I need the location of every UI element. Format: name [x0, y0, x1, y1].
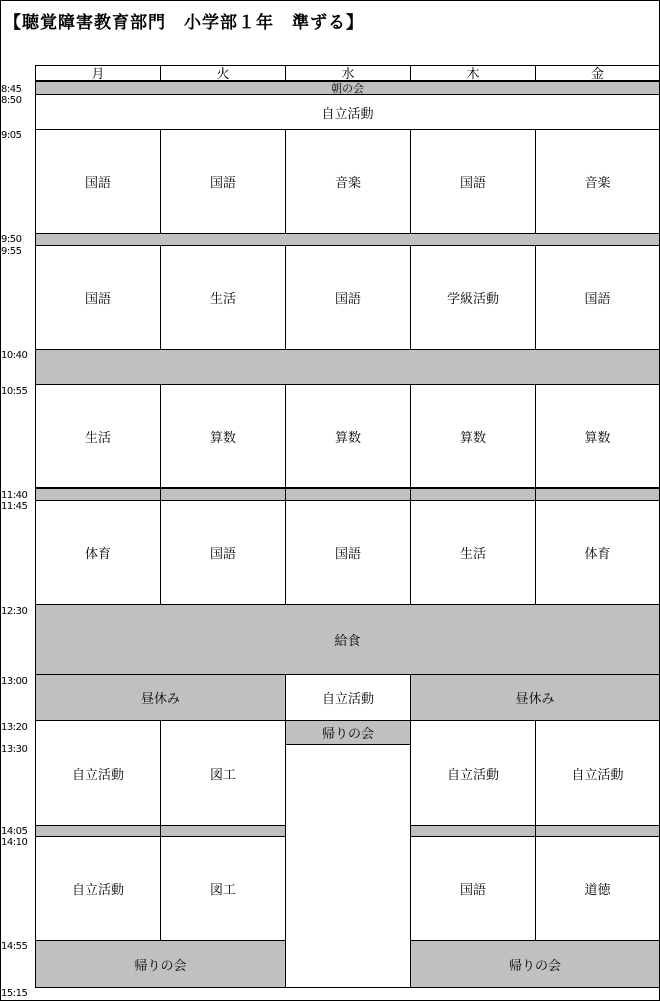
- noon-break-thu-fri: 昼休み: [410, 674, 660, 721]
- period4-tue: 国語: [160, 500, 286, 605]
- period5-fri: 自立活動: [535, 720, 660, 826]
- time-label-0905: 9:05: [1, 130, 22, 141]
- break-1040: [35, 349, 660, 385]
- period5-thu: 自立活動: [410, 720, 536, 826]
- day-header-fri: 金: [535, 65, 660, 81]
- period3-thu: 算数: [410, 384, 536, 489]
- period1-wed: 音楽: [285, 129, 411, 234]
- noon-break-mon-tue: 昼休み: [35, 674, 286, 721]
- self-activity-all: 自立活動: [35, 94, 660, 130]
- day-header-tue: 火: [160, 65, 286, 81]
- day-header-wed: 水: [285, 65, 411, 81]
- time-label-1330: 13:30: [1, 744, 28, 755]
- period1-thu: 国語: [410, 129, 536, 234]
- time-label-1230: 12:30: [1, 606, 28, 617]
- day-header-thu: 木: [410, 65, 536, 81]
- period4-thu: 生活: [410, 500, 536, 605]
- time-label-1040: 10:40: [1, 350, 28, 361]
- time-label-1145: 11:45: [1, 501, 28, 512]
- morning-meeting: 朝の会: [35, 81, 660, 95]
- period6-mon: 自立活動: [35, 836, 161, 941]
- period2-fri: 国語: [535, 245, 660, 350]
- period3-fri: 算数: [535, 384, 660, 489]
- time-label-1140: 11:40: [1, 490, 28, 501]
- time-label-0850: 8:50: [1, 95, 22, 106]
- period2-thu: 学級活動: [410, 245, 536, 350]
- period4-wed: 国語: [285, 500, 411, 605]
- period4-mon: 体育: [35, 500, 161, 605]
- time-label-1455: 14:55: [1, 941, 28, 952]
- return-meeting-wed: 帰りの会: [285, 720, 411, 745]
- period6-fri: 道徳: [535, 836, 660, 941]
- period1-mon: 国語: [35, 129, 161, 234]
- period3-wed: 算数: [285, 384, 411, 489]
- period4-fri: 体育: [535, 500, 660, 605]
- period1-tue: 国語: [160, 129, 286, 234]
- time-label-1515: 15:15: [1, 988, 28, 999]
- time-label-0950: 9:50: [1, 234, 22, 245]
- time-label-1405: 14:05: [1, 826, 28, 837]
- day-header-mon: 月: [35, 65, 161, 81]
- lunch: 給食: [35, 604, 660, 675]
- period3-tue: 算数: [160, 384, 286, 489]
- time-label-1410: 14:10: [1, 837, 28, 848]
- noon-self-activity-wed: 自立活動: [285, 674, 411, 721]
- time-label-1055: 10:55: [1, 386, 28, 397]
- period3-mon: 生活: [35, 384, 161, 489]
- time-label-0845: 8:45: [1, 84, 22, 95]
- return-meeting-mon-tue: 帰りの会: [35, 940, 286, 988]
- period6-thu: 国語: [410, 836, 536, 941]
- page-title: 【聴覚障害教育部門 小学部１年 準ずる】: [4, 13, 364, 33]
- divider-line: [35, 487, 659, 489]
- period2-tue: 生活: [160, 245, 286, 350]
- period5-tue: 図工: [160, 720, 286, 826]
- empty-wed-afternoon: [285, 744, 411, 988]
- period1-fri: 音楽: [535, 129, 660, 234]
- period5-mon: 自立活動: [35, 720, 161, 826]
- period2-wed: 国語: [285, 245, 411, 350]
- period6-tue: 図工: [160, 836, 286, 941]
- time-label-1300: 13:00: [1, 676, 28, 687]
- return-meeting-thu-fri: 帰りの会: [410, 940, 660, 988]
- period2-mon: 国語: [35, 245, 161, 350]
- time-label-1320: 13:20: [1, 722, 28, 733]
- time-label-0955: 9:55: [1, 246, 22, 257]
